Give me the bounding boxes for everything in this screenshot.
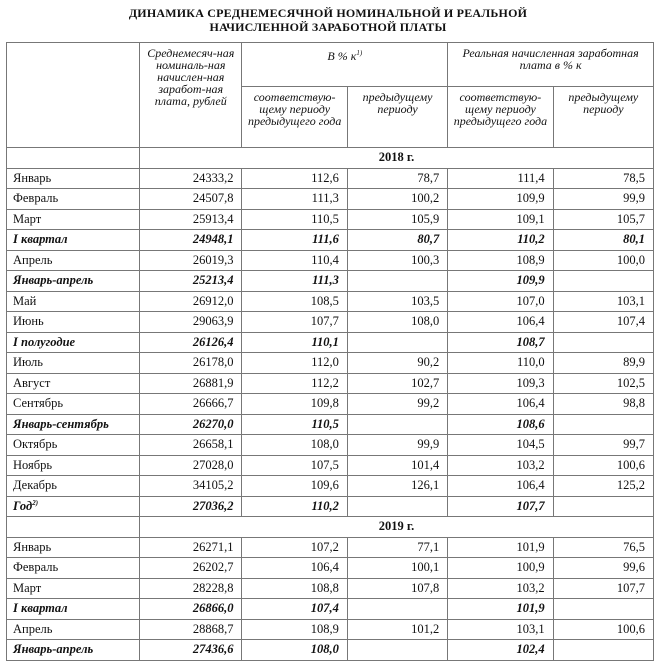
- cell-nominal-same-period: 108,9: [242, 619, 347, 640]
- cell-nominal-prev-period: [347, 599, 447, 620]
- cell-real-same-period: 108,6: [448, 414, 553, 435]
- cell-avg-wage: 29063,9: [140, 312, 242, 333]
- cell-real-same-period: 108,7: [448, 332, 553, 353]
- cell-real-prev-period: [553, 271, 653, 292]
- cell-avg-wage: 26271,1: [140, 537, 242, 558]
- cell-real-prev-period: 76,5: [553, 537, 653, 558]
- cell-real-same-period: 109,9: [448, 271, 553, 292]
- cell-avg-wage: 26202,7: [140, 558, 242, 579]
- row-label: [7, 476, 140, 497]
- cell-avg-wage: 25213,4: [140, 271, 242, 292]
- table-row: [7, 455, 654, 476]
- cell-nominal-prev-period: 105,9: [347, 209, 447, 230]
- cell-real-same-period: 109,3: [448, 373, 553, 394]
- table-row: [7, 435, 654, 456]
- cell-real-same-period: 106,4: [448, 476, 553, 497]
- table-body: [7, 148, 654, 661]
- cell-avg-wage: 26658,1: [140, 435, 242, 456]
- cell-real-same-period: 108,9: [448, 250, 553, 271]
- cell-avg-wage: 26881,9: [140, 373, 242, 394]
- row-label-text: I полугодие: [13, 334, 76, 349]
- cell-avg-wage: 26019,3: [140, 250, 242, 271]
- row-label-text: Август: [13, 375, 51, 390]
- cell-nominal-prev-period: 77,1: [347, 537, 447, 558]
- year-label: 2018 г.: [140, 148, 654, 169]
- table-row: [7, 558, 654, 579]
- header-nominal-prev-period: предыдущему периоду: [347, 87, 447, 148]
- cell-real-same-period: 107,0: [448, 291, 553, 312]
- row-label: [7, 168, 140, 189]
- row-label: [7, 599, 140, 620]
- cell-real-prev-period: [553, 332, 653, 353]
- table-row: [7, 640, 654, 661]
- cell-real-prev-period: 98,8: [553, 394, 653, 415]
- cell-nominal-prev-period: 102,7: [347, 373, 447, 394]
- cell-avg-wage: 27028,0: [140, 455, 242, 476]
- cell-nominal-same-period: 110,5: [242, 414, 347, 435]
- row-label: [7, 558, 140, 579]
- title-line-1: ДИНАМИКА СРЕДНЕМЕСЯЧНОЙ НОМИНАЛЬНОЙ И РЕАЛЬНОЙ: [128, 6, 528, 20]
- header-nominal-pct-note: 1): [356, 49, 363, 57]
- cell-nominal-same-period: 108,0: [242, 435, 347, 456]
- cell-real-prev-period: 107,7: [553, 578, 653, 599]
- cell-real-prev-period: 100,6: [553, 455, 653, 476]
- cell-avg-wage: 28228,8: [140, 578, 242, 599]
- cell-real-prev-period: 100,0: [553, 250, 653, 271]
- row-label-text: Июль: [13, 355, 43, 370]
- cell-nominal-same-period: 111,3: [242, 189, 347, 210]
- cell-real-prev-period: 125,2: [553, 476, 653, 497]
- cell-real-prev-period: 99,6: [553, 558, 653, 579]
- header-nominal-pct: [242, 43, 448, 87]
- row-label-text: Январь-сентябрь: [13, 416, 109, 431]
- cell-nominal-same-period: 111,6: [242, 230, 347, 251]
- header-nominal-pct-text: В % к: [327, 49, 357, 63]
- cell-nominal-same-period: 107,4: [242, 599, 347, 620]
- row-label-text: Январь: [13, 539, 52, 554]
- cell-real-same-period: 103,2: [448, 455, 553, 476]
- cell-nominal-prev-period: 100,3: [347, 250, 447, 271]
- table-row: [7, 353, 654, 374]
- row-label: [7, 189, 140, 210]
- row-label: [7, 619, 140, 640]
- header-label-col: [7, 43, 140, 148]
- row-label: [7, 578, 140, 599]
- cell-avg-wage: 27436,6: [140, 640, 242, 661]
- cell-real-prev-period: 105,7: [553, 209, 653, 230]
- cell-avg-wage: 24507,8: [140, 189, 242, 210]
- row-label: [7, 373, 140, 394]
- row-label: [7, 435, 140, 456]
- cell-avg-wage: 27036,2: [140, 496, 242, 517]
- row-label: [7, 640, 140, 661]
- header-avg-wage: Среднемесяч-ная номиналь-ная начислен-ная заработ-ная плата, рублей: [140, 43, 242, 148]
- row-label-text: I квартал: [13, 601, 68, 616]
- table-row: [7, 476, 654, 497]
- header-real-prev-period: предыдущему периоду: [553, 87, 653, 148]
- wage-table: [6, 42, 654, 661]
- cell-real-prev-period: 99,7: [553, 435, 653, 456]
- row-label: [7, 496, 140, 517]
- row-label: [7, 353, 140, 374]
- cell-real-same-period: 100,9: [448, 558, 553, 579]
- cell-real-prev-period: 102,5: [553, 373, 653, 394]
- cell-nominal-same-period: 110,4: [242, 250, 347, 271]
- table-row: [7, 578, 654, 599]
- cell-nominal-same-period: 112,2: [242, 373, 347, 394]
- cell-nominal-same-period: 112,6: [242, 168, 347, 189]
- cell-real-prev-period: [553, 599, 653, 620]
- cell-nominal-prev-period: 100,2: [347, 189, 447, 210]
- cell-avg-wage: 26666,7: [140, 394, 242, 415]
- row-label-text: Апрель: [13, 252, 53, 267]
- header-real-same-period: соответствую-щему периоду предыдущего года: [448, 87, 553, 148]
- cell-avg-wage: 24948,1: [140, 230, 242, 251]
- table-row: [7, 250, 654, 271]
- cell-nominal-same-period: 108,5: [242, 291, 347, 312]
- row-label: [7, 230, 140, 251]
- cell-avg-wage: 26270,0: [140, 414, 242, 435]
- row-label-text: I квартал: [13, 232, 68, 247]
- row-label-text: Январь-апрель: [13, 642, 94, 657]
- cell-real-prev-period: 89,9: [553, 353, 653, 374]
- table-row: [7, 373, 654, 394]
- table-row: [7, 537, 654, 558]
- cell-real-same-period: 101,9: [448, 599, 553, 620]
- cell-nominal-prev-period: 101,4: [347, 455, 447, 476]
- cell-real-prev-period: 80,1: [553, 230, 653, 251]
- cell-real-prev-period: 78,5: [553, 168, 653, 189]
- year-row-spacer: [7, 517, 140, 538]
- cell-nominal-same-period: 108,8: [242, 578, 347, 599]
- cell-real-same-period: 106,4: [448, 394, 553, 415]
- cell-real-same-period: 101,9: [448, 537, 553, 558]
- cell-real-prev-period: 100,6: [553, 619, 653, 640]
- row-label-text: Январь-апрель: [13, 273, 94, 288]
- header-row-1: [7, 43, 654, 87]
- cell-real-same-period: 103,1: [448, 619, 553, 640]
- cell-nominal-same-period: 107,2: [242, 537, 347, 558]
- row-label-text: Март: [13, 211, 42, 226]
- cell-avg-wage: 34105,2: [140, 476, 242, 497]
- cell-nominal-same-period: 106,4: [242, 558, 347, 579]
- cell-nominal-same-period: 110,5: [242, 209, 347, 230]
- cell-real-same-period: 107,7: [448, 496, 553, 517]
- table-row: [7, 291, 654, 312]
- row-label: [7, 332, 140, 353]
- cell-real-same-period: 111,4: [448, 168, 553, 189]
- cell-nominal-prev-period: [347, 640, 447, 661]
- cell-nominal-prev-period: 107,8: [347, 578, 447, 599]
- row-label: [7, 312, 140, 333]
- cell-nominal-prev-period: 99,2: [347, 394, 447, 415]
- row-label: [7, 394, 140, 415]
- row-label: [7, 455, 140, 476]
- row-label-text: Ноябрь: [13, 457, 53, 472]
- cell-nominal-same-period: 109,6: [242, 476, 347, 497]
- row-label-text: Декабрь: [13, 478, 57, 493]
- cell-real-prev-period: 99,9: [553, 189, 653, 210]
- cell-nominal-prev-period: [347, 271, 447, 292]
- cell-avg-wage: 24333,2: [140, 168, 242, 189]
- cell-nominal-prev-period: 78,7: [347, 168, 447, 189]
- table-row: [7, 168, 654, 189]
- cell-avg-wage: 26866,0: [140, 599, 242, 620]
- row-label-text: Апрель: [13, 621, 53, 636]
- cell-nominal-same-period: 107,5: [242, 455, 347, 476]
- cell-real-prev-period: [553, 640, 653, 661]
- cell-real-same-period: 110,0: [448, 353, 553, 374]
- cell-real-prev-period: 107,4: [553, 312, 653, 333]
- cell-real-same-period: 104,5: [448, 435, 553, 456]
- table-row: [7, 394, 654, 415]
- row-label: [7, 414, 140, 435]
- table-row: [7, 230, 654, 251]
- cell-real-prev-period: [553, 496, 653, 517]
- row-label-text: Февраль: [13, 191, 59, 206]
- year-label: 2019 г.: [140, 517, 654, 538]
- cell-avg-wage: 26126,4: [140, 332, 242, 353]
- cell-real-prev-period: [553, 414, 653, 435]
- table-row: [7, 189, 654, 210]
- cell-nominal-same-period: 108,0: [242, 640, 347, 661]
- row-label-text: Февраль: [13, 560, 59, 575]
- row-label: [7, 209, 140, 230]
- table-row: [7, 332, 654, 353]
- cell-nominal-same-period: 111,3: [242, 271, 347, 292]
- cell-nominal-prev-period: 100,1: [347, 558, 447, 579]
- cell-nominal-prev-period: 101,2: [347, 619, 447, 640]
- cell-avg-wage: 28868,7: [140, 619, 242, 640]
- header-real-wage: Реальная начисленная заработная плата в % к: [448, 43, 654, 87]
- title-line-2: НАЧИСЛЕННОЙ ЗАРАБОТНОЙ ПЛАТЫ: [209, 20, 447, 34]
- row-label-text: Январь: [13, 170, 52, 185]
- cell-real-same-period: 109,1: [448, 209, 553, 230]
- row-label-note: 2): [32, 498, 39, 507]
- table-row: [7, 619, 654, 640]
- cell-avg-wage: 25913,4: [140, 209, 242, 230]
- row-label: [7, 271, 140, 292]
- row-label: [7, 291, 140, 312]
- cell-nominal-same-period: 110,1: [242, 332, 347, 353]
- cell-nominal-prev-period: 80,7: [347, 230, 447, 251]
- table-title: [0, 0, 656, 34]
- cell-nominal-same-period: 112,0: [242, 353, 347, 374]
- cell-avg-wage: 26912,0: [140, 291, 242, 312]
- row-label-text: Год: [13, 498, 33, 513]
- cell-nominal-same-period: 107,7: [242, 312, 347, 333]
- cell-real-same-period: 109,9: [448, 189, 553, 210]
- table-row: [7, 271, 654, 292]
- cell-real-prev-period: 103,1: [553, 291, 653, 312]
- cell-nominal-prev-period: 108,0: [347, 312, 447, 333]
- table-row: [7, 209, 654, 230]
- cell-real-same-period: 102,4: [448, 640, 553, 661]
- table-row: [7, 414, 654, 435]
- table-row: [7, 599, 654, 620]
- row-label-text: Май: [13, 293, 37, 308]
- cell-nominal-prev-period: 126,1: [347, 476, 447, 497]
- cell-real-same-period: 103,2: [448, 578, 553, 599]
- table-row: [7, 496, 654, 517]
- cell-real-same-period: 110,2: [448, 230, 553, 251]
- year-row: [7, 148, 654, 169]
- cell-avg-wage: 26178,0: [140, 353, 242, 374]
- cell-nominal-prev-period: 90,2: [347, 353, 447, 374]
- cell-nominal-prev-period: [347, 414, 447, 435]
- table-row: [7, 312, 654, 333]
- row-label-text: Март: [13, 580, 42, 595]
- cell-nominal-prev-period: [347, 496, 447, 517]
- cell-nominal-same-period: 109,8: [242, 394, 347, 415]
- cell-nominal-same-period: 110,2: [242, 496, 347, 517]
- header-nominal-same-period: соответствую-щему периоду предыдущего года: [242, 87, 347, 148]
- row-label-text: Июнь: [13, 314, 44, 329]
- row-label-text: Сентябрь: [13, 396, 64, 411]
- row-label: [7, 250, 140, 271]
- year-row: [7, 517, 654, 538]
- cell-nominal-prev-period: [347, 332, 447, 353]
- cell-real-same-period: 106,4: [448, 312, 553, 333]
- year-row-spacer: [7, 148, 140, 169]
- row-label: [7, 537, 140, 558]
- row-label-text: Октябрь: [13, 437, 58, 452]
- cell-nominal-prev-period: 103,5: [347, 291, 447, 312]
- cell-nominal-prev-period: 99,9: [347, 435, 447, 456]
